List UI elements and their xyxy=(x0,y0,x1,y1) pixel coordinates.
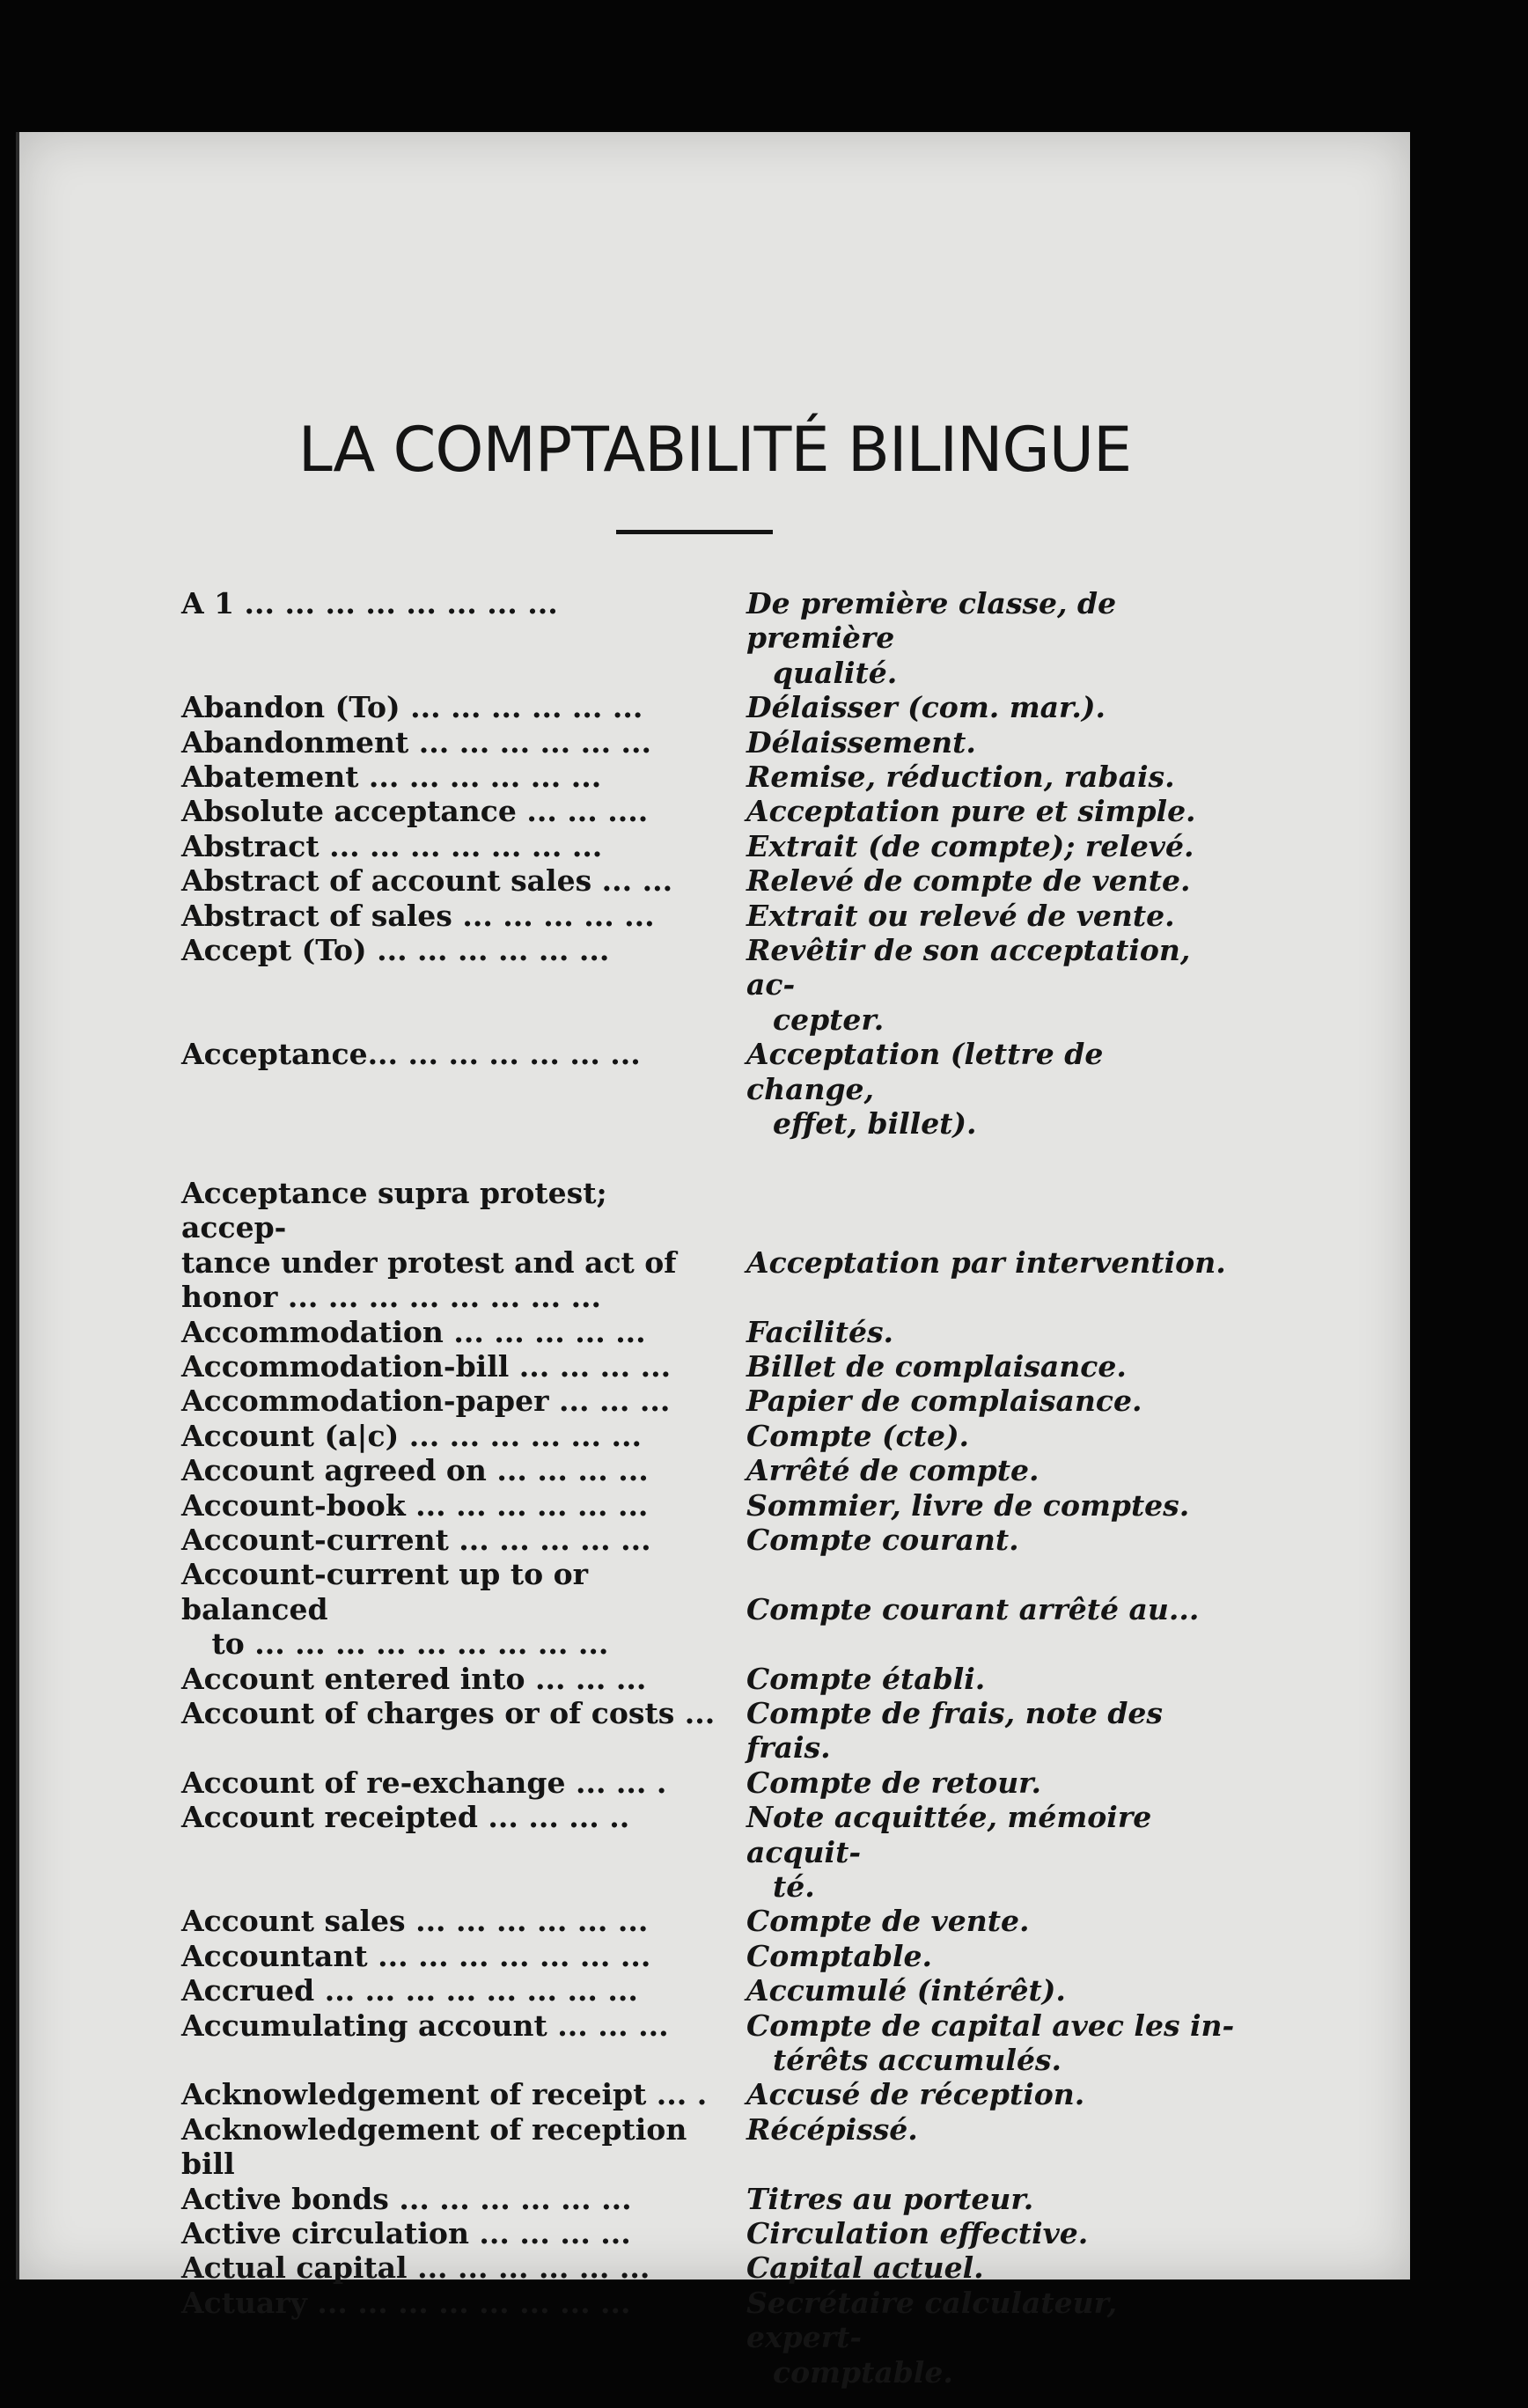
translation-line: té. xyxy=(773,1869,815,1905)
translation-line: Compte de frais, note des frais. xyxy=(746,1695,1173,1766)
french-translation xyxy=(720,1800,1238,1904)
french-translation xyxy=(720,2182,1238,2216)
french-translation xyxy=(720,863,1238,898)
translation-line xyxy=(746,1176,1238,1210)
glossary-entry xyxy=(181,2216,1238,2250)
english-term: Account entered into ... ... ... xyxy=(181,1661,647,1696)
french-translation xyxy=(720,1488,1238,1523)
french-translation xyxy=(720,829,1238,863)
english-term: Abandon (To) ... ... ... ... ... ... xyxy=(181,690,643,725)
english-term: Abstract ... ... ... ... ... ... ... xyxy=(181,828,603,863)
french-translation xyxy=(720,690,1238,724)
french-translation xyxy=(720,1696,1238,1766)
entry-spacer xyxy=(181,1142,1238,1176)
glossary-entry xyxy=(181,1384,1238,1418)
english-term: Active circulation ... ... ... ... xyxy=(181,2216,631,2251)
french-translation xyxy=(720,2216,1238,2250)
translation-line: Compte courant. xyxy=(746,1522,1019,1557)
glossary-entry xyxy=(181,725,1238,760)
glossary-entry xyxy=(181,760,1238,794)
glossary-entry xyxy=(181,2008,1238,2078)
french-translation xyxy=(720,2112,1238,2147)
english-term: Acceptance... ... ... ... ... ... ... xyxy=(181,1037,641,1072)
english-term: Actual capital ... ... ... ... ... ... xyxy=(181,2250,650,2286)
translation-line: qualité. xyxy=(773,655,898,690)
english-term: Account-current ... ... ... ... ... xyxy=(181,1522,651,1557)
english-term: Account of charges or of costs ... xyxy=(181,1695,716,1730)
french-translation xyxy=(720,1904,1238,1938)
glossary-entry xyxy=(181,899,1238,933)
french-translation xyxy=(720,794,1238,828)
french-translation xyxy=(720,586,1238,690)
english-term: Accommodation-bill ... ... ... ... xyxy=(181,1348,672,1384)
translation-line: Compte (cte). xyxy=(746,1418,970,1453)
glossary-entry xyxy=(181,829,1238,863)
translation-line: Délaissement. xyxy=(746,724,976,760)
english-term: Account sales ... ... ... ... ... ... xyxy=(181,1904,649,1939)
english-term: Accrued ... ... ... ... ... ... ... ... xyxy=(181,1973,638,2008)
english-term: Account agreed on ... ... ... ... xyxy=(181,1453,649,1488)
glossary-entry xyxy=(181,1419,1238,1453)
translation-line: Relevé de compte de vente. xyxy=(746,863,1191,899)
translation-line: Facilités. xyxy=(746,1314,894,1349)
glossary-entry xyxy=(181,1037,1238,1141)
glossary-entry xyxy=(181,2250,1238,2285)
translation-line: Note acquittée, mémoire acquit- xyxy=(746,1800,1162,1869)
english-term: Accept (To) ... ... ... ... ... ... xyxy=(181,933,610,968)
french-translation xyxy=(720,1384,1238,1418)
translation-line: Capital actuel. xyxy=(746,2250,984,2286)
page-title: LA COMPTABILITÉ BILINGUE xyxy=(298,414,1132,486)
glossary-entry xyxy=(181,794,1238,828)
glossary-entry xyxy=(181,863,1238,898)
english-term: Accommodation ... ... ... ... ... xyxy=(181,1314,646,1349)
translation-line: Acceptation pure et simple. xyxy=(746,794,1196,829)
translation-line: Récépissé. xyxy=(746,2111,918,2147)
english-term: Accommodation-paper ... ... ... xyxy=(181,1384,671,1419)
glossary-entry xyxy=(181,1176,1238,1315)
glossary-entry xyxy=(181,1939,1238,1973)
english-term: Absolute acceptance ... ... .... xyxy=(181,794,649,829)
glossary-entry xyxy=(181,690,1238,724)
english-term: Accountant ... ... ... ... ... ... ... xyxy=(181,1938,651,1973)
translation-line: Accumulé (intérêt). xyxy=(746,1973,1066,2008)
french-translation xyxy=(720,2286,1238,2390)
glossary-entry xyxy=(181,1766,1238,1800)
glossary-entry xyxy=(181,586,1238,690)
translation-line: Compte courant arrêté au... xyxy=(746,1591,1200,1626)
french-translation xyxy=(720,2077,1238,2111)
translation-line: Accusé de réception. xyxy=(746,2077,1085,2112)
translation-line: Compte de retour. xyxy=(746,1765,1042,1800)
english-term: Abstract of sales ... ... ... ... ... xyxy=(181,898,655,933)
glossary-entry xyxy=(181,1349,1238,1384)
english-term: Accumulating account ... ... ... xyxy=(181,2008,669,2043)
translation-line: Arrêté de compte. xyxy=(746,1453,1039,1488)
english-term: A 1 ... ... ... ... ... ... ... ... xyxy=(181,586,558,620)
french-translation xyxy=(720,1453,1238,1487)
glossary-entry xyxy=(181,1904,1238,1938)
translation-line: térêts accumulés. xyxy=(773,2043,1062,2078)
glossary-entry xyxy=(181,1523,1238,1557)
english-term: Abstract of account sales ... ... xyxy=(181,863,673,899)
french-translation xyxy=(720,1037,1238,1141)
french-translation xyxy=(720,760,1238,794)
french-translation xyxy=(720,1939,1238,1973)
english-term: Acknowledgement of reception bill xyxy=(181,2111,697,2182)
french-translation xyxy=(720,1973,1238,2008)
translation-line: Remise, réduction, rabais. xyxy=(746,760,1175,795)
translation-line: effet, billet). xyxy=(773,1106,977,1142)
translation-line: Comptable. xyxy=(746,1938,932,1973)
glossary-entry xyxy=(181,933,1238,1037)
french-translation xyxy=(720,725,1238,760)
translation-line: Acceptation (lettre de change, xyxy=(746,1037,1113,1106)
translation-line: Compte établi. xyxy=(746,1661,986,1696)
glossary-entry xyxy=(181,1488,1238,1523)
translation-line: Billet de complaisance. xyxy=(746,1348,1127,1384)
translation-line: Sommier, livre de comptes. xyxy=(746,1487,1190,1523)
glossary-entry xyxy=(181,2077,1238,2111)
translation-line: Secrétaire calculateur, expert- xyxy=(746,2285,1128,2355)
translation-line: Compte de vente. xyxy=(746,1904,1030,1939)
translation-line: comptable. xyxy=(773,2354,953,2390)
english-term: Acknowledgement of receipt ... . xyxy=(181,2077,708,2112)
translation-line: Revêtir de son acceptation, ac- xyxy=(746,933,1201,1002)
translation-line: cepter. xyxy=(773,1002,885,1037)
glossary-entry xyxy=(181,1557,1238,1661)
glossary-entry xyxy=(181,1315,1238,1349)
translation-line: Titres au porteur. xyxy=(746,2181,1034,2216)
glossary-entry xyxy=(181,1453,1238,1487)
english-term: Account receipted ... ... ... .. xyxy=(181,1800,630,1835)
glossary-entry xyxy=(181,1696,1238,1766)
french-translation xyxy=(720,1419,1238,1453)
english-term: Abatement ... ... ... ... ... ... xyxy=(181,760,602,795)
glossary-entry xyxy=(181,2182,1238,2216)
french-translation xyxy=(720,1176,1238,1280)
english-term: Abandonment ... ... ... ... ... ... xyxy=(181,724,652,760)
english-term: Active bonds ... ... ... ... ... ... xyxy=(181,2181,632,2216)
french-translation xyxy=(720,2250,1238,2285)
glossary-entry xyxy=(181,1662,1238,1696)
french-translation xyxy=(720,1523,1238,1557)
english-term: Account-current up to or balanced to ... ... ... ... ... ... ... ... ... xyxy=(181,1557,609,1662)
glossary-entry xyxy=(181,1973,1238,2008)
glossary-list xyxy=(181,586,1238,2390)
french-translation xyxy=(720,899,1238,933)
translation-line: Papier de complaisance. xyxy=(746,1384,1142,1419)
french-translation xyxy=(720,1349,1238,1384)
translation-line: Extrait (de compte); relevé. xyxy=(746,828,1194,863)
english-term: Account (a|c) ... ... ... ... ... ... xyxy=(181,1418,642,1453)
english-term: Account-book ... ... ... ... ... ... xyxy=(181,1487,649,1523)
french-translation xyxy=(720,1766,1238,1800)
title-rule xyxy=(616,530,773,534)
french-translation xyxy=(720,933,1238,1037)
translation-line: Compte de capital avec les in- xyxy=(746,2008,1235,2043)
glossary-entry xyxy=(181,2112,1238,2182)
translation-line: Circulation effective. xyxy=(746,2216,1089,2251)
french-translation xyxy=(720,1662,1238,1696)
english-term: Account of re-exchange ... ... . xyxy=(181,1765,667,1800)
book-page xyxy=(16,132,1410,2390)
translation-line: Extrait ou relevé de vente. xyxy=(746,898,1175,933)
french-translation xyxy=(720,1557,1238,1626)
translation-line xyxy=(746,1557,1238,1591)
glossary-entry xyxy=(181,1800,1238,1904)
glossary-entry xyxy=(181,2286,1238,2390)
french-translation xyxy=(720,2008,1238,2078)
translation-line xyxy=(746,1210,1238,1244)
english-term: Acceptance supra protest; accep- tance under protest and act of honor ... ... ... ... ... ... ... ... xyxy=(181,1175,677,1315)
translation-line: De première classe, de première xyxy=(746,586,1127,656)
translation-line: Délaisser (com. mar.). xyxy=(746,690,1106,725)
english-term: Actuary ... ... ... ... ... ... ... ... xyxy=(181,2285,631,2320)
french-translation xyxy=(720,1315,1238,1349)
translation-line: Acceptation par intervention. xyxy=(746,1244,1226,1280)
